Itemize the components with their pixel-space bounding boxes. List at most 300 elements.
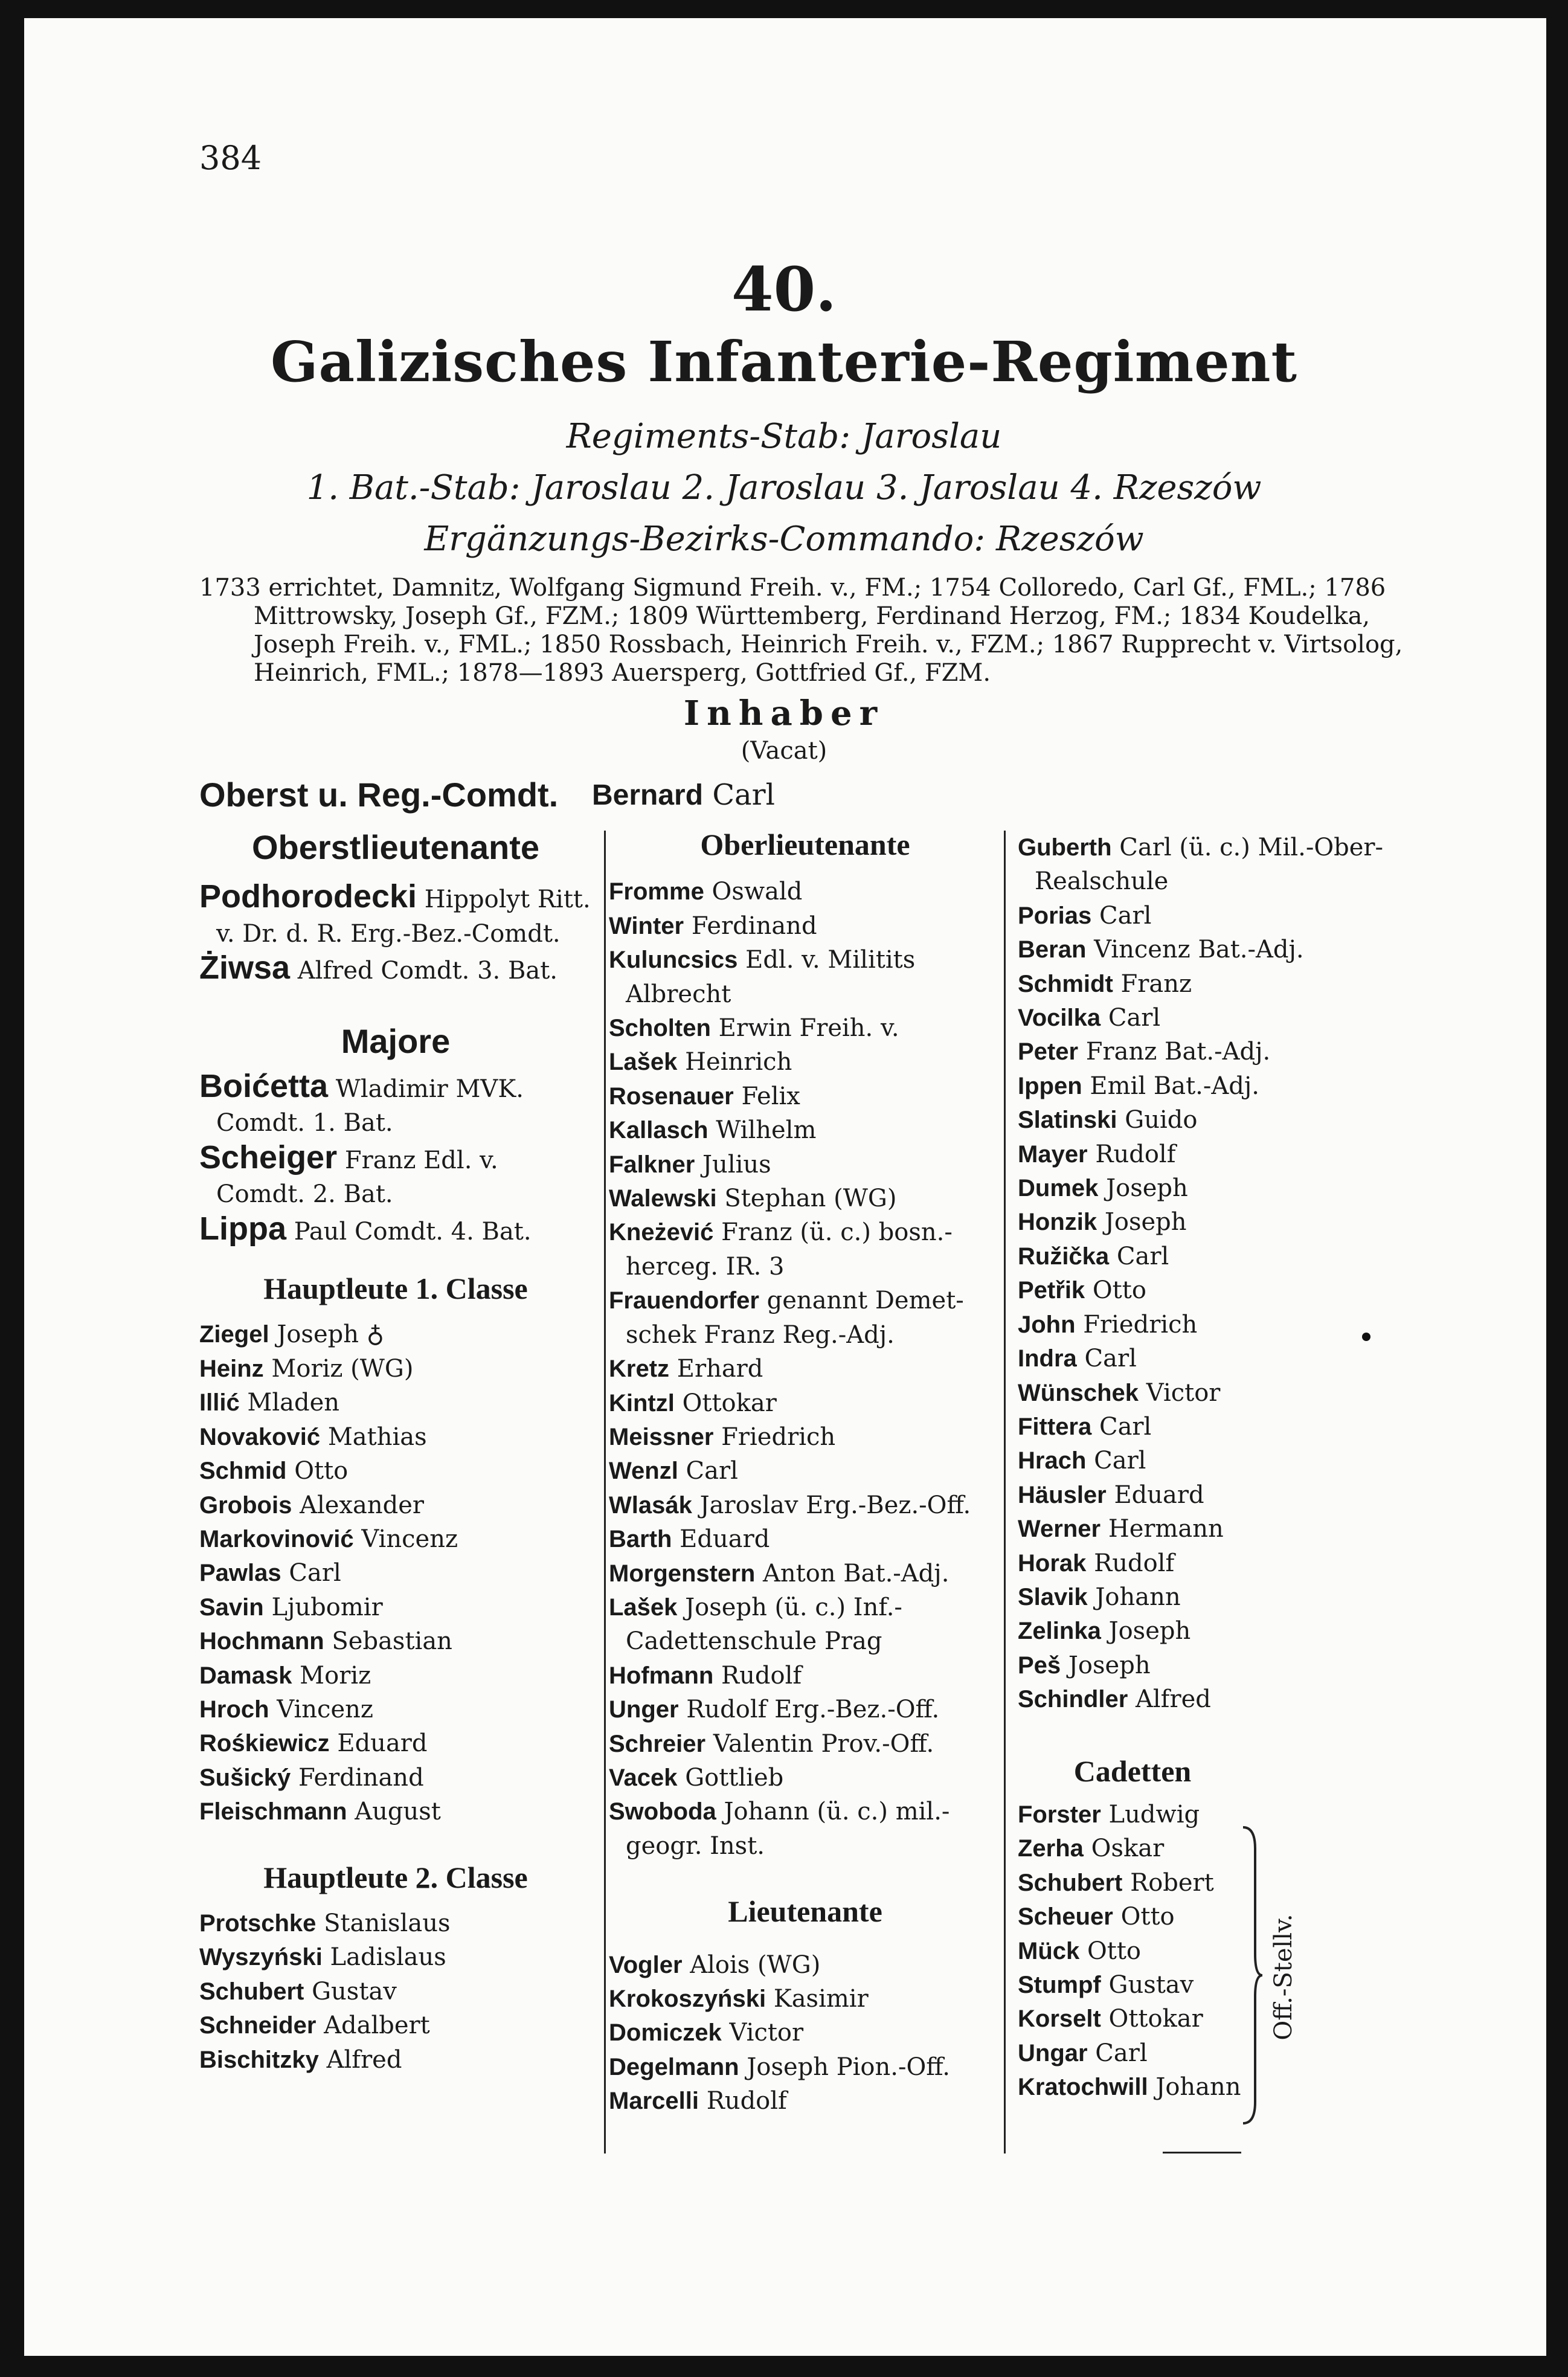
surname: Kallasch [609, 1117, 708, 1144]
surname: Peš [1018, 1652, 1061, 1679]
given-name: Victor [729, 2019, 804, 2047]
given-name: Heinrich [685, 1048, 792, 1076]
column-1 [199, 828, 592, 2077]
entry-row [609, 1011, 1001, 1045]
given-name: Carl [1095, 2039, 1148, 2067]
entry-row [1018, 1069, 1410, 1103]
given-name: Friedrich [1083, 1310, 1198, 1339]
surname: Schubert [1018, 1869, 1123, 1896]
surname: Kneżević [609, 1219, 714, 1246]
surname: Wlasák [609, 1491, 692, 1519]
oberlieutenante-heading: Oberlieutenante [700, 828, 910, 861]
surname: Ružička [1018, 1243, 1110, 1270]
surname: Barth [609, 1526, 672, 1553]
entry-row [199, 1940, 592, 1974]
entry-row [609, 1829, 1001, 1863]
given-name: Carl (ü. c.) Mil.-Ober- [1119, 834, 1384, 861]
surname: Kratochwill [1018, 2074, 1148, 2101]
given-name: Moriz [300, 1661, 371, 1690]
entry-row [199, 1556, 592, 1590]
entry-row [1018, 899, 1410, 933]
entry-row [609, 1284, 1001, 1317]
surname: Peter [1018, 1038, 1079, 1066]
given-name: Ladislaus [330, 1943, 446, 1972]
entry-row [199, 1488, 592, 1522]
surname: Ungar [1018, 2039, 1088, 2067]
inhaber-value: (Vacat) [741, 737, 827, 765]
given-name: Stephan (WG) [724, 1185, 897, 1213]
history-line: Heinrich, FML.; 1878—1893 Auersperg, Gottfried Gf., FZM. [254, 659, 991, 687]
oberst-surname: Bernard [592, 779, 704, 811]
surname: Mayer [1018, 1140, 1088, 1168]
given-name: Oskar [1091, 1835, 1165, 1863]
given-name: Gottlieb [685, 1763, 784, 1792]
given-name: Ludwig [1108, 1800, 1200, 1829]
entry-row [1018, 1273, 1410, 1307]
oberst-label: Oberst u. Reg.-Comdt. [199, 776, 559, 814]
given-name: Hippolyt Ritt. [424, 886, 591, 914]
entry-row [199, 1317, 592, 1351]
surname: Rosenauer [609, 1082, 734, 1110]
given-name: Mladen [247, 1389, 340, 1417]
entry-row [199, 1591, 592, 1624]
given-name: Cadettenschule Prag [626, 1627, 882, 1656]
given-name: Mathias [327, 1423, 427, 1451]
given-name: Otto [1092, 1276, 1146, 1305]
entry-row [199, 880, 592, 916]
entry-row [199, 1212, 592, 1249]
entry-row [609, 1386, 1001, 1420]
given-name: Carl [1099, 901, 1152, 930]
given-name: Ottokar [682, 1389, 777, 1417]
given-name: Joseph [1106, 1174, 1188, 1203]
surname: Wenzl [609, 1458, 678, 1485]
entry-row [199, 1624, 592, 1658]
entry-row [609, 875, 1001, 909]
entry-row [1018, 1798, 1410, 1832]
entry-row [1018, 831, 1410, 864]
given-name: Guido [1125, 1106, 1198, 1134]
entry-row [609, 2084, 1001, 2118]
surname: Zelinka [1018, 1618, 1101, 1645]
entry-row [609, 1659, 1001, 1693]
surname: Vogler [609, 1951, 683, 1978]
surname: Korselt [1018, 2005, 1101, 2033]
entry-row [1018, 1512, 1410, 1546]
given-name: Erhard [676, 1355, 763, 1383]
surname: Schneider [199, 2012, 316, 2039]
surname: Rośkiewicz [199, 1730, 330, 1757]
given-name: Anton Bat.-Adj. [762, 1559, 949, 1587]
surname: Forster [1018, 1801, 1101, 1828]
surname: Hroch [199, 1696, 269, 1723]
lieutenante-list-continued [1018, 831, 1410, 1717]
entry-row [1018, 2070, 1410, 2104]
given-name: Emil Bat.-Adj. [1090, 1072, 1259, 1100]
entry-row [609, 1982, 1001, 2016]
surname: Petřik [1018, 1277, 1085, 1304]
given-name: Gustav [312, 1977, 397, 2005]
given-name: Felix [741, 1082, 800, 1110]
surname: Scheuer [1018, 1903, 1113, 1931]
given-name: Joseph [1108, 1617, 1191, 1645]
entry-row [609, 1318, 1001, 1352]
entry-row [609, 977, 1001, 1011]
column-divider [1004, 831, 1006, 2153]
surname: Boićetta [199, 1068, 329, 1105]
given-name: Johann (ü. c.) mil.- [724, 1798, 950, 1826]
given-name: Ottokar [1108, 2005, 1203, 2033]
entry-row [609, 1182, 1001, 1215]
given-name: Otto [1120, 1903, 1175, 1931]
surname: Kretz [609, 1356, 670, 1383]
given-name: Alfred [1135, 1685, 1211, 1714]
entry-row [1018, 1614, 1410, 1648]
entry-row [1018, 1934, 1410, 1968]
column-2 [609, 828, 1001, 2118]
surname: Illić [199, 1389, 240, 1417]
given-name: Franz Edl. v. [344, 1146, 498, 1174]
given-name: Comdt. 2. Bat. [216, 1180, 393, 1209]
given-name: Wilhelm [716, 1116, 817, 1145]
entry-row [609, 1079, 1001, 1113]
surname: Heinz [199, 1355, 264, 1382]
regiment-history [199, 574, 1407, 687]
given-name: Edl. v. Militits [745, 946, 916, 974]
entry-row [609, 909, 1001, 943]
entry-row [199, 2009, 592, 2042]
surname: Porias [1018, 902, 1092, 929]
given-name: Franz (ü. c.) bosn.- [721, 1218, 953, 1247]
surname: Lašek [609, 1049, 678, 1076]
entry-row [199, 1069, 592, 1106]
entry-row [609, 2016, 1001, 2050]
entry-row [1018, 1103, 1410, 1137]
entry-row [609, 1522, 1001, 1556]
entry-row [609, 1795, 1001, 1829]
entry-row [609, 1727, 1001, 1761]
surname: Bischitzky [199, 2046, 319, 2073]
surname: Zerha [1018, 1835, 1084, 1862]
entry-row [1018, 1832, 1410, 1865]
entry-row [609, 1215, 1001, 1249]
given-name: geogr. Inst. [626, 1832, 765, 1860]
off-stellv-note [1265, 1903, 1302, 2048]
given-name: Paul Comdt. 4. Bat. [294, 1217, 532, 1246]
entry-row [1018, 1410, 1410, 1444]
surname: Lašek [609, 1594, 678, 1621]
given-name: Erwin Freih. v. [718, 1014, 899, 1043]
given-name: Rudolf [706, 2087, 787, 2115]
given-name: Ljubomir [271, 1593, 383, 1621]
entry-row [199, 1726, 592, 1760]
entry-row [1018, 2036, 1410, 2070]
surname: Schubert [199, 1978, 304, 2005]
surname: Domiczek [609, 2019, 722, 2047]
entry-row [1018, 1900, 1410, 1934]
history-line: Mittrowsky, Joseph Gf., FZM.; 1809 Württemberg, Ferdinand Herzog, FM.; 1834 Koudelka, [254, 602, 1370, 630]
given-name: Julius [702, 1150, 771, 1179]
surname: Horak [1018, 1549, 1087, 1577]
given-name: Gustav [1108, 1971, 1194, 1999]
entry-row [1018, 1968, 1410, 2002]
entry-row [609, 2050, 1001, 2084]
surname: Grobois [199, 1491, 292, 1519]
surname: Vocilka [1018, 1005, 1101, 1032]
given-name: Franz Bat.-Adj. [1085, 1038, 1271, 1066]
given-name: herceg. IR. 3 [626, 1252, 785, 1281]
oberstleutnante-heading: Oberstlieutenante [251, 828, 540, 866]
surname: Indra [1018, 1345, 1077, 1372]
entry-row [1018, 967, 1410, 1001]
hauptleute-1-heading: Hauptleute 1. Classe [263, 1272, 528, 1306]
given-name: Joseph ♁ [277, 1320, 384, 1349]
surname: Żiwsa [199, 950, 291, 986]
given-name: Ferdinand [691, 912, 817, 940]
surname: Schmidt [1018, 970, 1113, 997]
entry-row [1018, 1308, 1410, 1342]
entry-row [609, 1250, 1001, 1284]
given-name: Carl [1108, 1004, 1161, 1032]
oberlieutenante-list [609, 875, 1001, 1863]
entry-row [199, 1522, 592, 1556]
given-name: Alfred [326, 2045, 402, 2074]
entry-row [1018, 1376, 1410, 1410]
surname: Pawlas [199, 1560, 281, 1587]
entry-row [609, 1113, 1001, 1147]
entry-row [1018, 1648, 1410, 1682]
given-name: Alexander [300, 1491, 424, 1519]
surname: Scholten [609, 1015, 711, 1042]
surname: Wyszyński [199, 1944, 323, 1971]
surname: Unger [609, 1696, 679, 1723]
given-name: Ferdinand [298, 1763, 424, 1792]
given-name: Carl [1099, 1412, 1152, 1441]
surname: Hrach [1018, 1447, 1087, 1475]
given-name: Vincenz [277, 1695, 373, 1723]
given-name: Eduard [337, 1729, 428, 1758]
entry-row [609, 1591, 1001, 1624]
surname: Winter [609, 912, 684, 939]
entry-row [1018, 1240, 1410, 1273]
given-name: v. Dr. d. R. Erg.-Bez.-Comdt. [216, 919, 561, 948]
given-name: Vincenz [361, 1525, 458, 1553]
surname: Scheiger [199, 1139, 338, 1176]
given-name: Wladimir MVK. [335, 1075, 524, 1104]
surname: Stumpf [1018, 1972, 1101, 1998]
given-name: Carl [1094, 1447, 1146, 1475]
given-name: Carl [1116, 1242, 1169, 1270]
surname: Sušický [199, 1764, 291, 1791]
majore-heading: Majore [341, 1021, 451, 1060]
given-name: Hermann [1108, 1515, 1224, 1543]
surname: Damask [199, 1662, 292, 1689]
entry-row [199, 951, 592, 988]
entry-row [1018, 1444, 1410, 1478]
surname: Häusler [1018, 1481, 1107, 1508]
given-name: Johann [1155, 2073, 1241, 2102]
entry-row [199, 917, 592, 951]
entry-row [609, 1045, 1001, 1079]
given-name: Robert [1130, 1868, 1214, 1897]
given-name: Valentin Prov.-Off. [713, 1729, 934, 1758]
surname: Kuluncsics [609, 947, 738, 974]
entry-row [609, 1352, 1001, 1386]
entry-row [1018, 2002, 1410, 2036]
surname: Walewski [609, 1185, 717, 1212]
surname: John [1018, 1311, 1076, 1338]
surname: Hofmann [609, 1662, 714, 1689]
regiment-staff: Regiments-Stab: Jaroslau [566, 417, 1002, 456]
entry-row [1018, 1171, 1410, 1205]
entry-row [199, 1386, 592, 1420]
surname: Ippen [1018, 1072, 1082, 1099]
surname: Hochmann [199, 1628, 324, 1655]
entry-row [1018, 1205, 1410, 1239]
surname: Morgenstern [609, 1560, 756, 1587]
end-rule [1163, 2152, 1241, 2153]
entry-row [609, 1557, 1001, 1591]
entry-row [199, 1693, 592, 1726]
surname: Frauendorfer [609, 1287, 759, 1314]
entry-row [609, 1693, 1001, 1726]
entry-row [1018, 1682, 1410, 1716]
hauptleute-2-list [199, 1906, 592, 2077]
history-line: 1733 errichtet, Damnitz, Wolfgang Sigmund Freih. v., FM.; 1754 Colloredo, Carl Gf., FML.; 1786 [199, 574, 1386, 602]
given-name: Eduard [680, 1525, 770, 1554]
entry-row [609, 1948, 1001, 1982]
surname: Beran [1018, 936, 1087, 963]
entry-row [1018, 933, 1410, 967]
inhaber-heading: Inhaber [683, 693, 885, 733]
given-name: Victor [1146, 1378, 1221, 1407]
given-name: Jaroslav Erg.-Bez.-Off. [699, 1491, 971, 1519]
surname: Slatinski [1018, 1107, 1117, 1134]
page-number: 384 [199, 139, 262, 177]
entry-row [609, 1624, 1001, 1658]
given-name: Rudolf [1094, 1549, 1175, 1577]
entry-row [1018, 1580, 1410, 1614]
given-name: Comdt. 1. Bat. [216, 1109, 393, 1137]
entry-row [1018, 1001, 1410, 1035]
given-name: Realschule [1035, 867, 1169, 896]
given-name: Joseph (ü. c.) Inf.- [685, 1593, 902, 1621]
entry-row [1018, 864, 1410, 898]
given-name: Carl [686, 1457, 738, 1485]
entry-row [199, 1761, 592, 1795]
entry-row [199, 1140, 592, 1177]
battalion-staffs: 1. Bat.-Stab: Jaroslau 2. Jaroslau 3. Jaroslau 4. Rzeszów [306, 468, 1262, 507]
hauptleute-1-list [199, 1317, 592, 1829]
cadetten-list [1018, 1798, 1410, 2105]
given-name: Stanislaus [324, 1909, 451, 1937]
column-3 [1018, 831, 1410, 2105]
ink-dot [1362, 1333, 1370, 1341]
given-name: Joseph [1068, 1651, 1151, 1679]
entry-row [1018, 1546, 1410, 1580]
regiment-number: 40. [731, 254, 837, 325]
given-name: Rudolf Erg.-Bez.-Off. [686, 1696, 940, 1724]
given-name: Otto [1087, 1937, 1141, 1965]
column-divider [604, 831, 606, 2153]
entry-row [199, 2043, 592, 2077]
surname: Fittera [1018, 1413, 1092, 1440]
given-name: Alfred Comdt. 3. Bat. [297, 957, 558, 985]
given-name: Franz [1120, 970, 1192, 998]
entry-row [199, 1454, 592, 1488]
entry-row [1018, 1035, 1410, 1069]
entry-row [1018, 1342, 1410, 1375]
given-name: Carl [289, 1559, 341, 1587]
surname: Protschke [199, 1909, 316, 1937]
surname: Schmid [199, 1458, 287, 1485]
entry-row [199, 1795, 592, 1829]
surname: Schreier [609, 1730, 706, 1757]
surname: Markovinović [199, 1525, 354, 1552]
cadetten-heading: Cadetten [1073, 1754, 1192, 1788]
surname: Degelmann [609, 2053, 739, 2080]
history-line: Joseph Freih. v., FML.; 1850 Rossbach, Heinrich Freih. v., FZM.; 1867 Rupprecht v. Virtsolog, [254, 631, 1403, 658]
given-name: Carl [1084, 1345, 1137, 1373]
entry-row [1018, 1137, 1410, 1171]
given-name: Joseph Pion.-Off. [747, 2053, 951, 2081]
surname: Fromme [609, 878, 704, 905]
off-stellv-label: Off.-Stellv. [1270, 1914, 1297, 2041]
surname: Savin [199, 1594, 264, 1621]
surname: Meissner [609, 1423, 714, 1450]
given-name: Vincenz Bat.-Adj. [1094, 936, 1304, 964]
cadetten-brace [1239, 1824, 1264, 2126]
surname: Mück [1018, 1937, 1080, 1964]
regiment-title: Galizisches Infanterie-Regiment [270, 329, 1298, 394]
surname: Lippa [199, 1210, 286, 1247]
entry-row [609, 943, 1001, 977]
entry-row [609, 1454, 1001, 1488]
surname: Kintzl [609, 1389, 675, 1417]
given-name: Albrecht [626, 980, 731, 1008]
entry-row [609, 1488, 1001, 1522]
oberst-name [592, 778, 775, 812]
entry-row [199, 1975, 592, 2009]
lieutenante-heading: Lieutenante [728, 1894, 882, 1929]
given-name: Sebastian [332, 1627, 452, 1656]
entry-row [609, 1420, 1001, 1454]
given-name: Eduard [1114, 1481, 1204, 1509]
given-name: Rudolf [721, 1661, 802, 1690]
oberst-given: Carl [712, 778, 775, 812]
surname: Honzik [1018, 1209, 1097, 1236]
surname: Podhorodecki [199, 878, 417, 915]
given-name: Kasimir [773, 1985, 869, 2013]
given-name: Alois (WG) [690, 1951, 821, 1979]
entry-row [609, 1148, 1001, 1182]
entry-row [199, 1352, 592, 1386]
entry-row [199, 1106, 592, 1140]
surname: Swoboda [609, 1798, 716, 1825]
surname: Wünschek [1018, 1379, 1139, 1406]
entry-row [199, 1420, 592, 1454]
surname: Vacek [609, 1764, 678, 1791]
given-name: Adalbert [324, 2012, 430, 2040]
lieutenante-list [609, 1948, 1001, 2118]
entry-row [1018, 1478, 1410, 1512]
surname: Slavik [1018, 1583, 1088, 1610]
entry-row [199, 1906, 592, 1940]
surname: Guberth [1018, 834, 1112, 861]
given-name: genannt Demet- [766, 1287, 964, 1315]
surname: Novaković [199, 1423, 321, 1450]
entry-row [1018, 1866, 1410, 1900]
